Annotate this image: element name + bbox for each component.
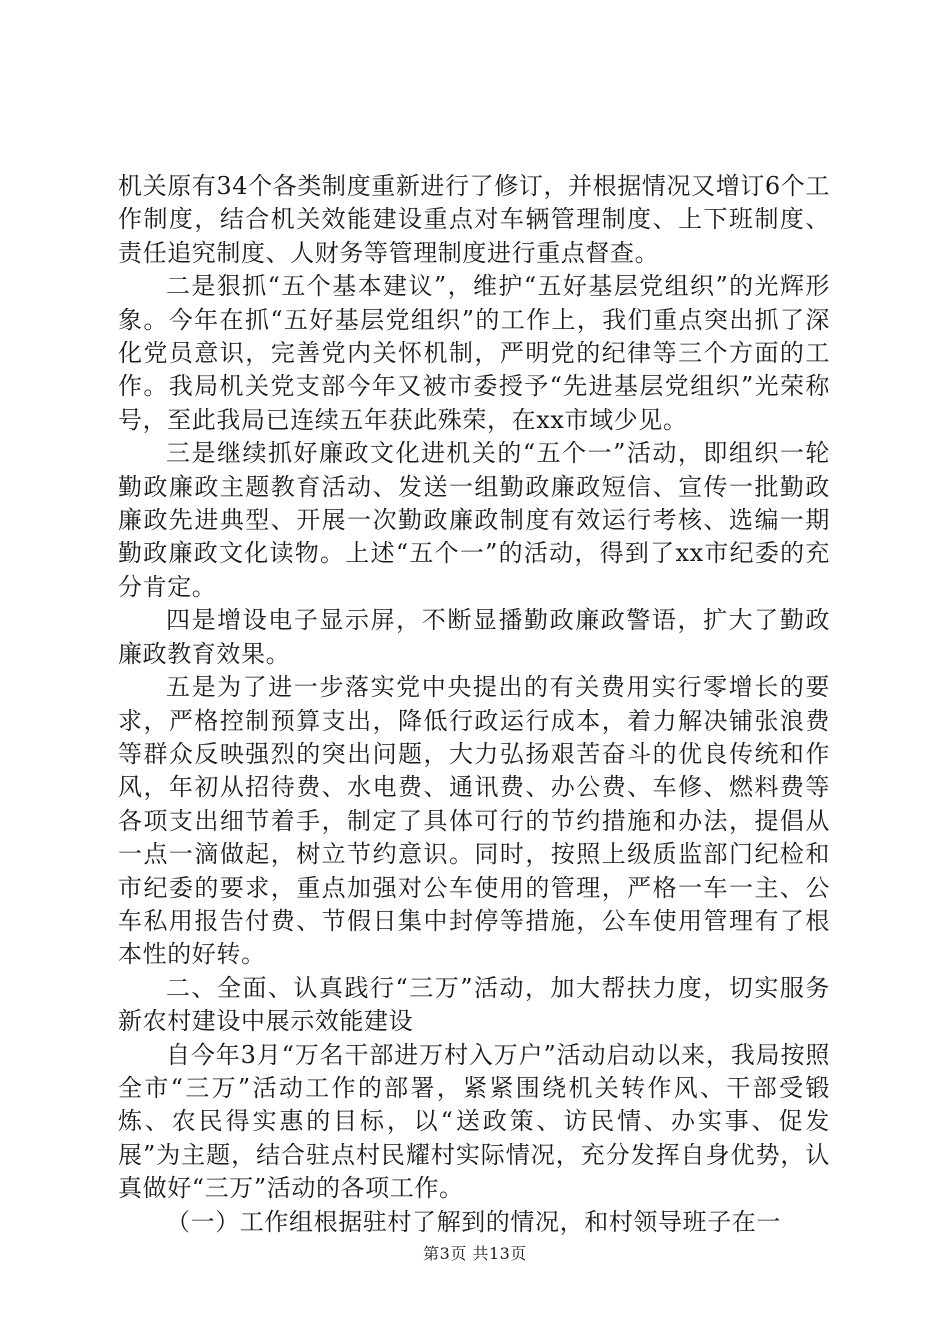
paragraph-point-three: 三是继续抓好廉政文化进机关的“五个一”活动，即组织一轮勤政廉政主题教育活动、发送一组勤政廉政短信、宣传一批勤政廉政先进典型、开展一次勤政廉政制度有效运行考核、选编一期勤政廉政文化读物。上述“五个一”的活动，得到了xx市纪委的充分肯定。 (118, 439, 830, 601)
page-number: 第3页 共13页 (423, 1244, 527, 1263)
document-body (118, 170, 830, 1239)
paragraph-three-wan-intro: 自今年3月“万名干部进万村入万户”活动启动以来，我局按照全市“三万”活动工作的部署，紧紧围绕机关转作风、干部受锻炼、农民得实惠的目标，以“送政策、访民情、办实事、促发展”为主题，结合驻点村民耀村实际情况，充分发挥自身优势，认真做好“三万”活动的各项工作。 (118, 1040, 830, 1203)
paragraph-continuation: 机关原有34个各类制度重新进行了修订，并根据情况又增订6个工作制度，结合机关效能建设重点对车辆管理制度、上下班制度、责任追究制度、人财务等管理制度进行重点督查。 (118, 172, 830, 267)
page-footer (0, 1243, 950, 1265)
paragraph-point-five: 五是为了进一步落实党中央提出的有关费用实行零增长的要求，严格控制预算支出，降低行政运行成本，着力解决铺张浪费等群众反映强烈的突出问题，大力弘扬艰苦奋斗的优良传统和作风，年初从招待费、水电费、通讯费、办公费、车修、燃料费等各项支出细节着手，制定了具体可行的节约措施和办法，提倡从一点一滴做起，树立节约意识。同时，按照上级质监部门纪检和市纪委的要求，重点加强对公车使用的管理，严格一车一主、公车私用报告付费、节假日集中封停等措施，公车使用管理有了根本性的好转。 (118, 673, 830, 969)
section-heading-two: 二、全面、认真践行“三万”活动，加大帮扶力度，切实服务新农村建设中展示效能建设 (118, 973, 830, 1036)
paragraph-subpoint-one: （一）工作组根据驻村了解到的情况，和村领导班子在一 (166, 1207, 781, 1236)
paragraph-point-two: 二是狠抓“五个基本建议”，维护“五好基层党组织”的光辉形象。今年在抓“五好基层党组织”的工作上，我们重点突出抓了深化党员意识，完善党内关怀机制，严明党的纪律等三个方面的工作。我局机关党支部今年又被市委授予“先进基层党组织”光荣称号，至此我局已连续五年获此殊荣，在xx市域少见。 (118, 272, 830, 434)
paragraph-point-four: 四是增设电子显示屏，不断显播勤政廉政警语，扩大了勤政廉政教育效果。 (118, 606, 830, 668)
